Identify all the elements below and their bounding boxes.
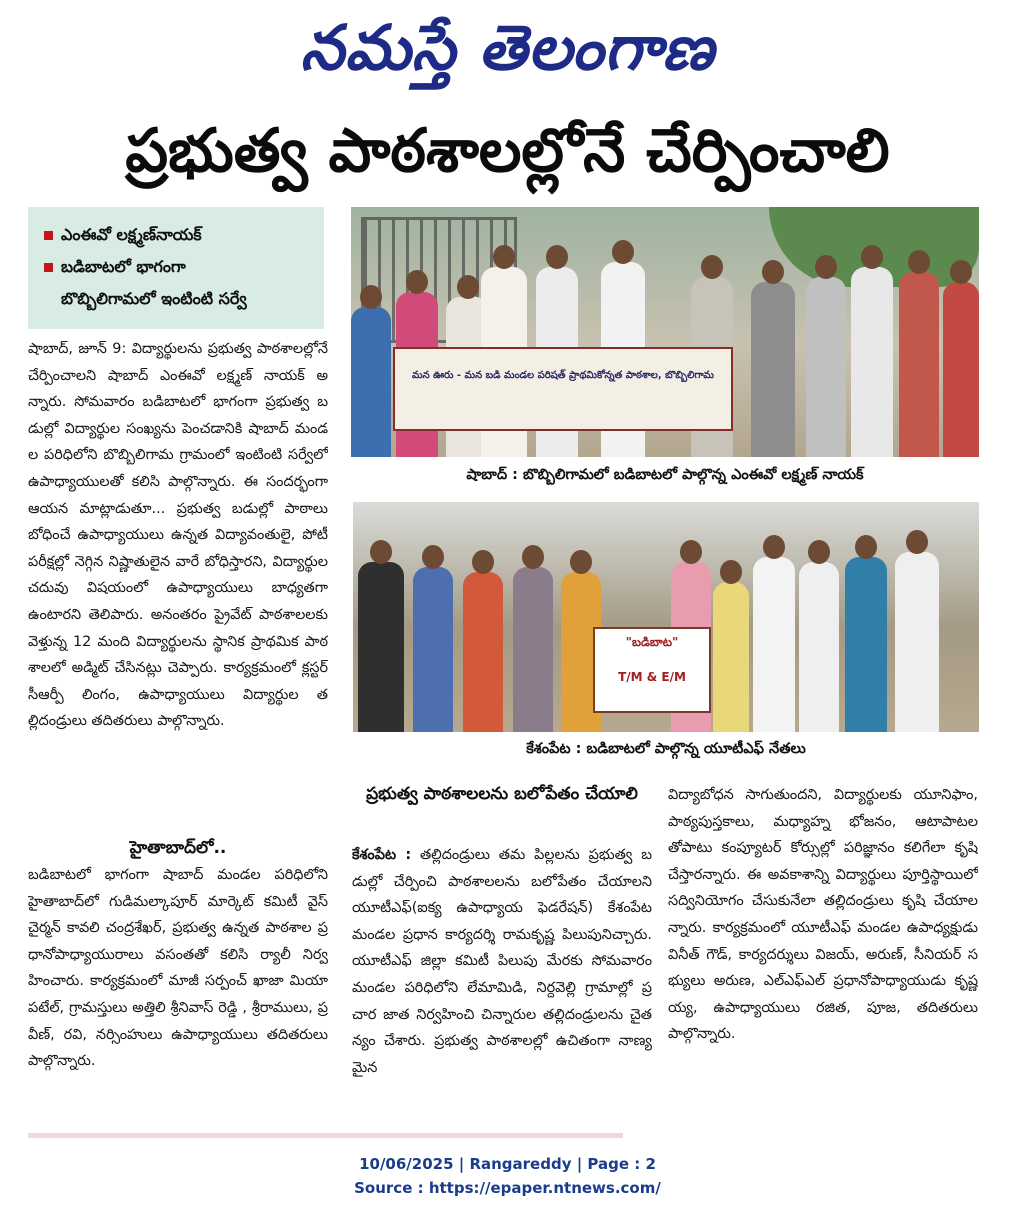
person-figure [806,277,846,457]
highlight-item: బడిబాటలో భాగంగా [44,251,312,283]
article-column-4: విద్యాబోధన సాగుతుందని, విద్యార్థులకు యూనిఫాం, పాఠ్యపుస్తకాలు, మధ్యాహ్న భోజనం, ఆటాపాటలతోపాటు కంప్యూటర్‌ కోర్సుల్లో పరిజ్ఞానం కలిగేలా కృషి చేస్తారన్నారు. ఈ అవకాశాన్ని విద్యార్థులు పూర్తిస్థాయిలో సద్వినియోగం చేసుకునేలా తల్లిదండ్రులు కృషి చేయాలన్నారు. కార్యక్రమంలో యూటీఎఫ్‌ మండల ఉపాధ్యక్షుడు వినీత్‌ గౌడ్‌, కార్యదర్శులు విజయ్‌, అరుణ్‌, సీనియర్‌ సభ్యులు అరుణ, ఎల్‌ఎఫ్‌ఎల్‌ ప్రధానోపాధ్యాయుడు కృష్ణయ్య, ఉపాధ్యాయులు రజిత, పూజ, తదితరులు పాల్గొన్నారు. [668,787,978,1043]
newspaper-masthead: నమస్తే తెలంగాణ [300,11,715,84]
person-figure [513,567,553,732]
article-column-1: షాబాద్‌, జూన్‌ 9: విద్యార్థులను ప్రభుత్వ పాఠశాలల్లోనే చేర్పించాలని షాబాద్‌ ఎంఈవో లక్ష్మణ్‌ నాయక్‌ అన్నారు. సోమవారం బడిబాటలో భాగంగా ప్రభుత్వ బడుల్లో విద్యార్థుల సంఖ్యను పెంచడానికి షాబాద్‌ మండల పరిధిలోని బొబ్బిలిగామ గ్రామంలో ఇంటింటి సర్వేలో ఉపాధ్యాయులతో కలిసి పాల్గొన్నారు. ఈ సందర్భంగా ఆయన మాట్లాడుతూ... ప్రభుత్వ బడుల్లో పాఠాలు బోధించే ఉపాధ్యాయులు ఉన్నత విద్యావంతులై, పోటీ పరీక్షల్లో నెగ్గిన నిష్ణాతులైన వారే బోధిస్తారని, విద్యార్థుల చదువు విషయంలో ఉపాధ్యాయులు బాధ్యతగా ఉంటారని తెలిపారు. అనంతరం ప్రైవేట్‌ పాఠశాలలకు వెళ్తున్న 12 మంది విద్యార్థులను స్థానిక ప్రాథమిక పాఠశాలలో అడ్మిట్‌ చేసినట్లు చెప్పారు. కార్యక్రమంలో క్లస్టర్‌ సీఆర్పీ లింగం, ఉపాధ్యాయులు విద్యార్థుల తల్లిదండ్రులు తదితరులు పాల్గొన్నారు. [28,341,328,730]
photo-bobbiligama [351,207,979,457]
article-column-3: కేశంపేట : తల్లిదండ్రులు తమ పిల్లలను ప్రభుత్వ బడుల్లో చేర్పించి పాఠశాలలను బలోపేతం చేయాలని యూటీఎఫ్‌(ఐక్య ఉపాధ్యాయ ఫెడరేషన్‌) కేశంపేట మండల ప్రధాన కార్యదర్శి రామకృష్ణ పిలుపునిచ్చారు. యూటీఎఫ్‌ జిల్లా కమిటీ పిలుపు మేరకు సోమవారం మండల పరిధిలోని లేమామిడి, నిర్దవెల్లి గ్రామాల్లో ప్రచార జాత నిర్వహించి చిన్నారుల తల్లిదండ్రులను చైతన్యం చేశారు. ప్రభుత్వ పాఠశాలల్లో ఉచితంగా నాణ్యమైన [352,847,652,1076]
photo-keshampet [353,502,979,732]
person-figure [895,552,939,732]
article-headline: ప్రభుత్వ పాఠశాలల్లోనే చేర్పించాలి [125,116,890,186]
highlight-item: బొబ్బిలిగామలో ఇంటింటి సర్వే [61,289,247,308]
bullet-icon [44,263,53,272]
article-column-2: బడిబాటలో భాగంగా షాబాద్‌ మండల పరిధిలోని హైతాబాద్‌లో గుడిమల్కాపూర్‌ మార్కెట్‌ కమిటీ వైస్‌ చైర్మన్‌ కావలి చంద్రశేఖర్‌, ప్రభుత్వ ఉన్నత పాఠశాల ప్రధానోపాధ్యాయురాలు వసంతతో కలిసి ర్యాలీ నిర్వహించారు. కార్యక్రమంలో మాజీ సర్పంచ్‌ ఖాజా మియా పటేల్‌, గ్రామస్తులు అత్తిలి శ్రీనివాస్‌ రెడ్డి , శ్రీరాములు, ప్రవీణ్‌, రవి, నర్సింహులు ఉపాధ్యాయులు తదితరులు పాల్గొన్నారు. [28,867,328,1070]
person-figure [463,572,503,732]
page-footer [0,1152,1015,1200]
person-figure [713,582,749,732]
person-figure [799,562,839,732]
badibata-banner: "బడిబాట" T/M & E/M [593,627,711,713]
divider [28,1133,623,1138]
highlight-item: ఎంఈవో లక్ష్మణ్‌నాయక్ [44,219,312,251]
person-figure [751,282,795,457]
footer-date-line: 10/06/2025 | Rangareddy | Page : 2 [359,1155,656,1173]
photo-caption-1: షాబాద్‌ : బొబ్బిలిగామలో బడిబాటలో పాల్గొన్న ఎంఈవో లక్ష్మణ్‌ నాయక్‌ [466,467,864,483]
person-figure [351,307,391,457]
footer-source-line: Source : https://epaper.ntnews.com/ [354,1179,661,1197]
person-figure [851,267,893,457]
person-figure [943,282,979,457]
person-figure [899,272,939,457]
highlights-box [28,207,324,329]
subheading-strengthen-schools: ప్రభుత్వ పాఠశాలలను బలోపేతం చేయాలి [366,784,638,804]
photo-caption-2: కేశంపేట : బడిబాటలో పాల్గొన్న యూటీఎఫ్‌ నేతలు [526,741,806,757]
bullet-icon [44,231,53,240]
person-figure [753,557,795,732]
person-figure [358,562,404,732]
subheading-haitabad: హైతాబాద్‌లో.. [129,838,227,858]
person-figure [845,557,887,732]
person-figure [413,567,453,732]
school-banner: మన ఊరు - మన బడి మండల పరిషత్‌ ప్రాథమికోన్నత పాఠశాల, బొబ్బిలిగామ [393,347,733,431]
